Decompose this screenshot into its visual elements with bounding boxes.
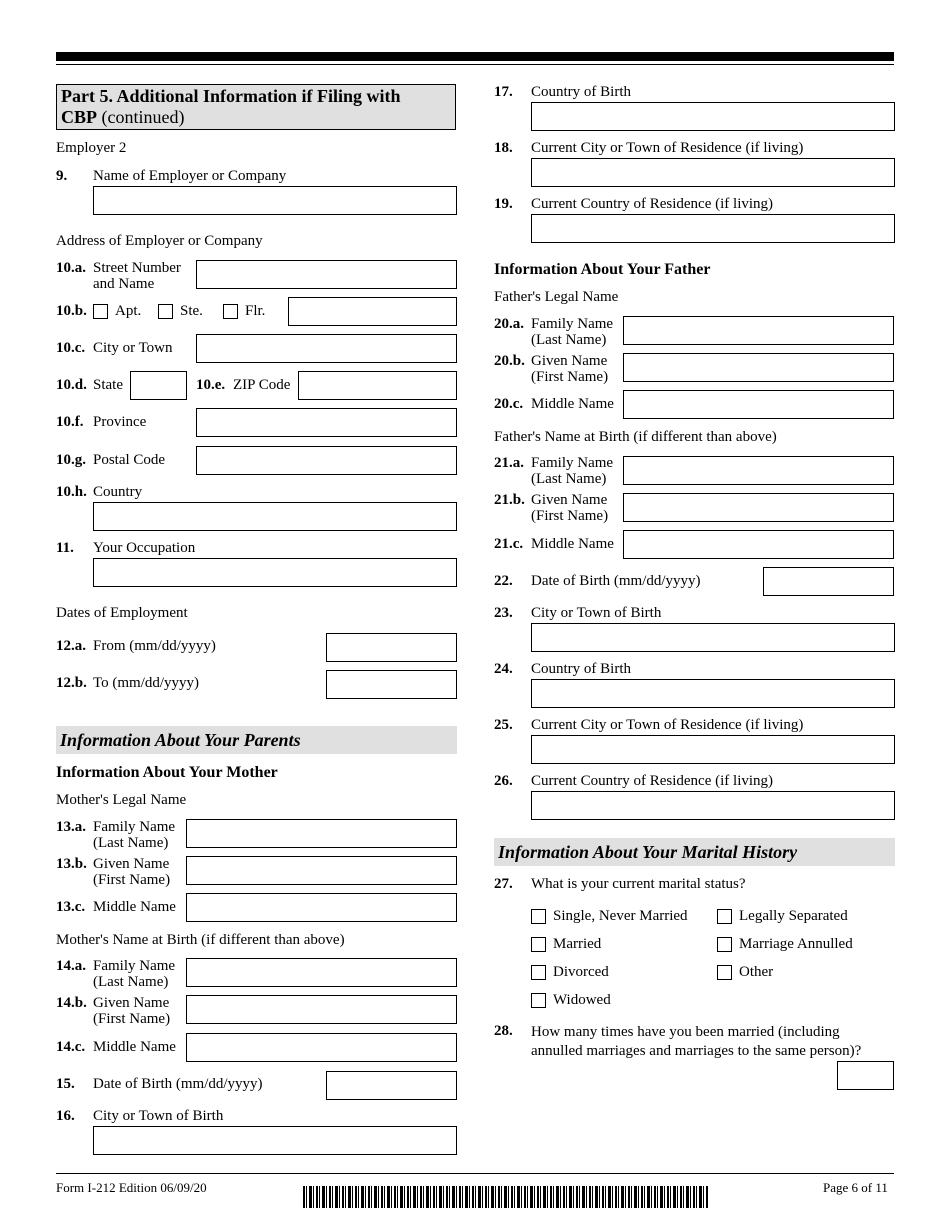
- from-date-input[interactable]: [326, 633, 457, 662]
- father-residence-city-input[interactable]: [531, 735, 895, 764]
- q21b-line2: (First Name): [531, 508, 609, 524]
- q15-number: 15.: [56, 1076, 75, 1092]
- marriage-annulled-label: Marriage Annulled: [739, 936, 853, 952]
- marriage-annulled-checkbox[interactable]: [717, 937, 732, 952]
- q10f-number: 10.f.: [56, 414, 84, 430]
- part-title: Part 5. Additional Information if Filing with: [61, 86, 401, 106]
- father-dob-input[interactable]: [763, 567, 894, 596]
- q20b-label: [531, 353, 608, 385]
- q17-label: Country of Birth: [531, 84, 631, 100]
- footer-rule: [56, 1173, 894, 1174]
- unit-number-input[interactable]: [288, 297, 457, 326]
- mother-birth-country-input[interactable]: [531, 102, 895, 131]
- q20a-line1: Family Name: [531, 316, 614, 332]
- occupation-input[interactable]: [93, 558, 457, 587]
- q28-number: 28.: [494, 1023, 513, 1039]
- q10e-number: 10.e.: [196, 377, 226, 393]
- q14c-label: Middle Name: [93, 1039, 176, 1055]
- top-thick-rule: [56, 52, 894, 61]
- q28-line2: annulled marriages and marriages to the same person)?: [531, 1043, 862, 1059]
- q24-label: Country of Birth: [531, 661, 631, 677]
- other-checkbox[interactable]: [717, 965, 732, 980]
- q21b-number: 21.b.: [494, 492, 525, 508]
- marital-section-header: Information About Your Marital History: [494, 838, 895, 866]
- q23-label: City or Town of Birth: [531, 605, 662, 621]
- q13a-line2: (Last Name): [93, 835, 169, 851]
- q27-label: What is your current marital status?: [531, 876, 746, 892]
- single-label: Single, Never Married: [553, 908, 688, 924]
- street-input[interactable]: [196, 260, 457, 289]
- q21c-label: Middle Name: [531, 536, 614, 552]
- q20c-number: 20.c.: [494, 396, 524, 412]
- q21a-number: 21.a.: [494, 455, 524, 471]
- q19-label: Current Country of Residence (if living): [531, 196, 774, 212]
- part-title-cbp: CBP: [61, 107, 97, 127]
- flr-label: Flr.: [245, 303, 266, 319]
- mother-residence-country-input[interactable]: [531, 214, 895, 243]
- father-birth-name-heading: Father's Name at Birth (if different than above): [494, 429, 777, 445]
- q20a-line2: (Last Name): [531, 332, 607, 348]
- q10a-label: [93, 260, 181, 292]
- divorced-checkbox[interactable]: [531, 965, 546, 980]
- q10d-label: State: [93, 377, 123, 393]
- q12b-number: 12.b.: [56, 675, 87, 691]
- q21b-line1: Given Name: [531, 492, 608, 508]
- q20b-line2: (First Name): [531, 369, 609, 385]
- q14b-line1: Given Name: [93, 995, 170, 1011]
- q9-number: 9.: [56, 168, 68, 184]
- q22-label: Date of Birth (mm/dd/yyyy): [531, 573, 701, 589]
- q10c-number: 10.c.: [56, 340, 86, 356]
- mother-birth-name-heading: Mother's Name at Birth (if different than above): [56, 932, 345, 948]
- q14a-number: 14.a.: [56, 958, 86, 974]
- father-family-name-input[interactable]: [623, 316, 894, 345]
- q13a-number: 13.a.: [56, 819, 86, 835]
- q13c-number: 13.c.: [56, 899, 86, 915]
- mother-given-name-input[interactable]: [186, 856, 457, 885]
- father-given-name-input[interactable]: [623, 353, 894, 382]
- address-heading: Address of Employer or Company: [56, 233, 263, 249]
- legally-separated-checkbox[interactable]: [717, 909, 732, 924]
- employer-2-heading: Employer 2: [56, 140, 127, 156]
- mother-dob-input[interactable]: [326, 1071, 457, 1100]
- q25-number: 25.: [494, 717, 513, 733]
- q12a-label: From (mm/dd/yyyy): [93, 638, 216, 654]
- q22-number: 22.: [494, 573, 513, 589]
- q14a-label: [93, 958, 175, 990]
- q14a-line1: Family Name: [93, 958, 176, 974]
- q12a-number: 12.a.: [56, 638, 86, 654]
- apt-checkbox[interactable]: [93, 304, 108, 319]
- ste-checkbox[interactable]: [158, 304, 173, 319]
- q10f-label: Province: [93, 414, 147, 430]
- q13a-label: [93, 819, 175, 851]
- father-birth-city-input[interactable]: [531, 623, 895, 652]
- q20b-line1: Given Name: [531, 353, 608, 369]
- q20a-label: [531, 316, 613, 348]
- country-input[interactable]: [93, 502, 457, 531]
- q10h-number: 10.h.: [56, 484, 87, 500]
- q14a-line2: (Last Name): [93, 974, 169, 990]
- province-input[interactable]: [196, 408, 457, 437]
- father-birth-middle-name-input[interactable]: [623, 530, 894, 559]
- mother-birth-middle-name-input[interactable]: [186, 1033, 457, 1062]
- single-checkbox[interactable]: [531, 909, 546, 924]
- q28-line1: How many times have you been married (including: [531, 1024, 840, 1040]
- q13b-label: [93, 856, 170, 888]
- q12b-label: To (mm/dd/yyyy): [93, 675, 200, 691]
- city-input[interactable]: [196, 334, 457, 363]
- q13c-label: Middle Name: [93, 899, 176, 915]
- q14c-number: 14.c.: [56, 1039, 86, 1055]
- q21c-number: 21.c.: [494, 536, 524, 552]
- part-title-continued: (continued): [97, 107, 185, 127]
- state-input[interactable]: [130, 371, 187, 400]
- q19-number: 19.: [494, 196, 513, 212]
- married-checkbox[interactable]: [531, 937, 546, 952]
- father-middle-name-input[interactable]: [623, 390, 894, 419]
- apt-label: Apt.: [115, 303, 142, 319]
- widowed-checkbox[interactable]: [531, 993, 546, 1008]
- father-birth-country-input[interactable]: [531, 679, 895, 708]
- legally-separated-label: Legally Separated: [739, 908, 848, 924]
- q13b-line1: Given Name: [93, 856, 170, 872]
- married-label: Married: [553, 936, 602, 952]
- q16-number: 16.: [56, 1108, 75, 1124]
- q23-number: 23.: [494, 605, 513, 621]
- q13a-line1: Family Name: [93, 819, 176, 835]
- q11-label: Your Occupation: [93, 540, 196, 556]
- q17-number: 17.: [494, 84, 513, 100]
- employer-name-input[interactable]: [93, 186, 457, 215]
- q15-label: Date of Birth (mm/dd/yyyy): [93, 1076, 263, 1092]
- q10b-number: 10.b.: [56, 303, 87, 319]
- q18-number: 18.: [494, 140, 513, 156]
- top-thin-rule: [56, 64, 894, 65]
- widowed-label: Widowed: [553, 992, 611, 1008]
- q10c-label: City or Town: [93, 340, 173, 356]
- q28-label: [531, 1023, 861, 1061]
- q10e-label: ZIP Code: [233, 377, 291, 393]
- mother-heading: Information About Your Mother: [56, 764, 278, 781]
- q20b-number: 20.b.: [494, 353, 525, 369]
- father-birth-family-name-input[interactable]: [623, 456, 894, 485]
- father-residence-country-input[interactable]: [531, 791, 895, 820]
- q10a-label-line1: Street Number: [93, 260, 181, 276]
- mother-birth-given-name-input[interactable]: [186, 995, 457, 1024]
- q26-label: Current Country of Residence (if living): [531, 773, 774, 789]
- father-legal-name-heading: Father's Legal Name: [494, 289, 619, 305]
- q20a-number: 20.a.: [494, 316, 524, 332]
- to-date-input[interactable]: [326, 670, 457, 699]
- q25-label: Current City or Town of Residence (if living): [531, 717, 804, 733]
- q21b-label: [531, 492, 608, 524]
- q10g-label: Postal Code: [93, 452, 166, 468]
- footer-form-id: Form I-212 Edition 06/09/20: [56, 1180, 207, 1195]
- q16-label: City or Town of Birth: [93, 1108, 224, 1124]
- other-label: Other: [739, 964, 774, 980]
- q10g-number: 10.g.: [56, 452, 86, 468]
- q21a-line2: (Last Name): [531, 471, 607, 487]
- dates-heading: Dates of Employment: [56, 605, 188, 621]
- q10d-number: 10.d.: [56, 377, 87, 393]
- q21a-line1: Family Name: [531, 455, 614, 471]
- mother-legal-name-heading: Mother's Legal Name: [56, 792, 187, 808]
- parents-section-header: Information About Your Parents: [56, 726, 457, 754]
- q9-label: Name of Employer or Company: [93, 168, 287, 184]
- zip-input[interactable]: [298, 371, 457, 400]
- mother-middle-name-input[interactable]: [186, 893, 457, 922]
- q18-label: Current City or Town of Residence (if living): [531, 140, 804, 156]
- barcode: [303, 1186, 709, 1208]
- q14b-label: [93, 995, 170, 1027]
- ste-label: Ste.: [180, 303, 203, 319]
- q24-number: 24.: [494, 661, 513, 677]
- postal-code-input[interactable]: [196, 446, 457, 475]
- mother-birth-family-name-input[interactable]: [186, 958, 457, 987]
- father-birth-given-name-input[interactable]: [623, 493, 894, 522]
- mother-family-name-input[interactable]: [186, 819, 457, 848]
- footer-page-number: Page 6 of 11: [823, 1180, 888, 1195]
- q27-number: 27.: [494, 876, 513, 892]
- father-heading: Information About Your Father: [494, 261, 711, 278]
- times-married-input[interactable]: [837, 1061, 894, 1090]
- q26-number: 26.: [494, 773, 513, 789]
- q21a-label: [531, 455, 613, 487]
- q10a-number: 10.a.: [56, 260, 86, 276]
- q14b-line2: (First Name): [93, 1011, 171, 1027]
- q14b-number: 14.b.: [56, 995, 87, 1011]
- q10h-label: Country: [93, 484, 143, 500]
- q13b-number: 13.b.: [56, 856, 87, 872]
- q20c-label: Middle Name: [531, 396, 614, 412]
- mother-residence-city-input[interactable]: [531, 158, 895, 187]
- divorced-label: Divorced: [553, 964, 609, 980]
- q10a-label-line2: and Name: [93, 276, 155, 292]
- q11-number: 11.: [56, 540, 74, 556]
- q13b-line2: (First Name): [93, 872, 171, 888]
- flr-checkbox[interactable]: [223, 304, 238, 319]
- mother-birth-city-input[interactable]: [93, 1126, 457, 1155]
- part-header: [56, 84, 456, 130]
